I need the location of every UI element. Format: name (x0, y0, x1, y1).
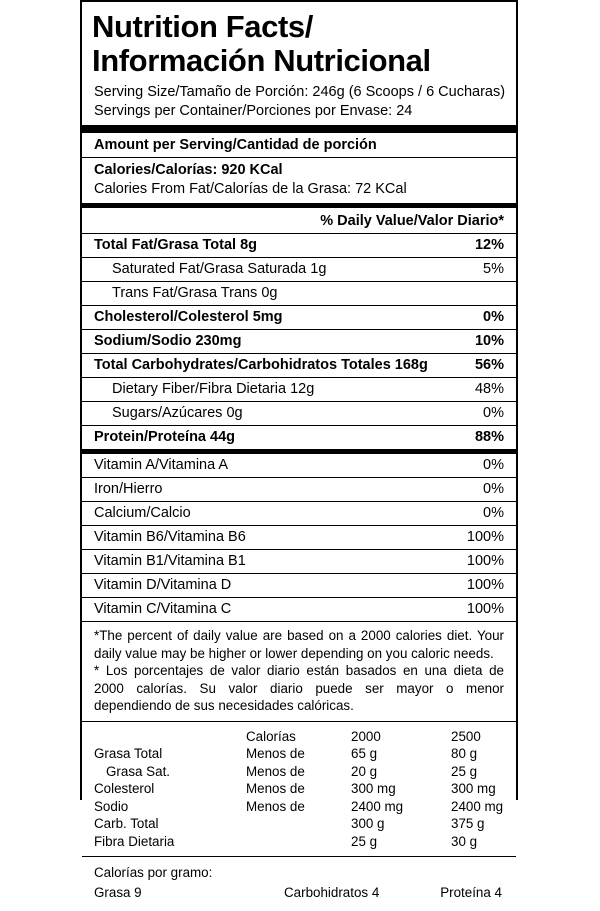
nutrient-row (82, 426, 516, 449)
nutrient-row (82, 234, 516, 257)
vitamin-daily-value: 100% (466, 601, 504, 617)
vitamin-daily-value: 0% (483, 505, 504, 521)
reference-table-row (94, 815, 504, 833)
reference-label: Fibra Dietaria (94, 833, 175, 849)
vitamin-row (82, 574, 516, 597)
nutrient-row (82, 330, 516, 353)
nutrient-daily-value: 12% (474, 237, 504, 253)
vitamin-daily-value: 0% (483, 457, 504, 473)
reference-label (94, 728, 246, 746)
reference-value-2000: 20 g (351, 763, 378, 779)
reference-value-2000: 300 g (351, 816, 385, 831)
reference-table-row (94, 798, 504, 816)
reference-table-row (94, 833, 504, 851)
vitamin-row (82, 478, 516, 501)
vitamin-name: Vitamin C/Vitamina C (94, 601, 232, 617)
footnote-english: *The percent of daily value are based on a 2000 calories diet. Your daily value may be higher or lower depending on you caloric needs. (94, 628, 504, 661)
label-header (82, 2, 516, 78)
vitamin-row (82, 598, 516, 621)
nutrient-daily-value: 5% (483, 261, 504, 277)
vitamin-row (82, 550, 516, 573)
nutrient-name: Sodium/Sodio 230mg (94, 333, 242, 349)
nutrition-facts-panel (80, 0, 518, 900)
vitamin-row (82, 502, 516, 525)
nutrient-name: Dietary Fiber/Fibra Dietaria 12g (112, 381, 315, 397)
vitamins-list (82, 454, 516, 621)
serving-size-text: Serving Size/Tamaño de Porción: 246g (6 Scoops / 6 Cucharas) (94, 84, 506, 100)
reference-qualifier (246, 815, 351, 833)
reference-value-2000: 65 g (351, 746, 378, 761)
nutrient-name: Total Carbohydrates/Carbohidratos Totales 168g (94, 357, 428, 373)
vitamin-name: Iron/Hierro (94, 481, 163, 497)
nutrient-daily-value: 0% (483, 405, 504, 421)
calories-per-gram-block (82, 857, 516, 911)
daily-value-header: % Daily Value/Valor Diario* (320, 213, 504, 229)
vitamin-name: Vitamin B1/Vitamina B1 (94, 553, 246, 569)
page-title-english: Nutrition Facts/ (92, 9, 313, 44)
reference-value-2000: 2400 mg (351, 798, 404, 814)
reference-table-row (94, 780, 504, 798)
nutrient-daily-value: 48% (474, 381, 504, 397)
nutrient-name: Protein/Proteína 44g (94, 429, 236, 445)
vitamin-daily-value: 100% (466, 577, 504, 593)
reference-qualifier: Menos de (246, 763, 305, 779)
reference-table-row (94, 745, 504, 763)
calories-per-gram-values-row (94, 883, 504, 903)
calories-per-gram-fat: Grasa 9 (94, 885, 142, 900)
reference-table-row (94, 763, 504, 781)
calories-per-gram-protein: Proteína 4 (440, 885, 502, 900)
reference-value-2500: 25 g (451, 763, 478, 779)
reference-table (94, 728, 504, 851)
nutrient-name: Saturated Fat/Grasa Saturada 1g (112, 261, 327, 277)
nutrient-daily-value: 88% (474, 429, 504, 445)
reference-value-2500: 80 g (451, 746, 478, 761)
vitamin-name: Vitamin D/Vitamina D (94, 577, 232, 593)
reference-value-2000: 300 mg (351, 781, 396, 796)
daily-values-reference-table (82, 722, 516, 857)
reference-label: Sodio (94, 798, 129, 814)
reference-value-2500: 2400 mg (451, 798, 504, 814)
reference-qualifier: Menos de (246, 798, 305, 814)
vitamin-name: Calcium/Calcio (94, 505, 191, 521)
calories-per-gram-heading: Calorías por gramo: (94, 865, 213, 880)
page-title-spanish: Información Nutricional (92, 43, 431, 78)
nutrient-row (82, 282, 516, 305)
calories-per-gram-carbs: Carbohidratos 4 (284, 885, 380, 900)
calories-block (82, 158, 516, 203)
vitamin-name: Vitamin A/Vitamina A (94, 457, 229, 473)
nutrient-daily-value: 56% (474, 357, 504, 373)
divider-thick-top (82, 125, 516, 133)
reference-table-row (94, 728, 504, 746)
nutrient-name: Sugars/Azúcares 0g (112, 405, 243, 421)
footnote-block (82, 622, 516, 721)
nutrient-row (82, 378, 516, 401)
reference-value-2500: 30 g (451, 833, 478, 849)
reference-label: Grasa Sat. (106, 763, 171, 779)
nutrient-daily-value: 0% (483, 309, 504, 325)
calories-from-fat-text: Calories From Fat/Calorías de la Grasa: 72 KCal (94, 181, 407, 197)
nutrient-row (82, 258, 516, 281)
nutrient-name: Trans Fat/Grasa Trans 0g (112, 285, 278, 301)
nutrient-name: Cholesterol/Colesterol 5mg (94, 309, 283, 325)
amount-per-serving-row: Amount per Serving/Cantidad de porción (94, 137, 377, 153)
reference-value-2500: 2500 (451, 728, 481, 744)
reference-label: Grasa Total (94, 746, 163, 761)
reference-label: Colesterol (94, 781, 155, 796)
vitamin-daily-value: 100% (466, 553, 504, 569)
reference-value-2500: 300 mg (451, 781, 496, 796)
reference-value-2000: 2000 (351, 728, 381, 744)
footnote-spanish: * Los porcentajes de valor diario están basados en una dieta de 2000 calorías. Su valor diario puede ser mayor o menor dependiendo de sus necesidades calóricas. (94, 663, 504, 713)
servings-per-container-text: Servings per Container/Porciones por Envase: 24 (94, 103, 413, 119)
calories-main-text: Calories/Calorías: 920 KCal (94, 162, 283, 178)
nutrient-row (82, 402, 516, 425)
nutrient-row (82, 306, 516, 329)
calories-per-gram-heading-row (94, 863, 504, 883)
vitamin-row (82, 454, 516, 477)
vitamin-row (82, 526, 516, 549)
nutrient-daily-value: 10% (474, 333, 504, 349)
vitamin-daily-value: 0% (483, 481, 504, 497)
vitamin-name: Vitamin B6/Vitamina B6 (94, 529, 246, 545)
vitamin-daily-value: 100% (466, 529, 504, 545)
reference-value-2000: 25 g (351, 833, 378, 849)
reference-qualifier: Calorías (246, 728, 296, 744)
reference-qualifier: Menos de (246, 746, 305, 761)
nutrient-name: Total Fat/Grasa Total 8g (94, 237, 258, 253)
serving-info (82, 78, 516, 125)
nutrient-row (82, 354, 516, 377)
reference-qualifier: Menos de (246, 781, 305, 796)
reference-label: Carb. Total (94, 816, 159, 831)
reference-qualifier (246, 833, 351, 851)
reference-value-2500: 375 g (451, 816, 485, 831)
nutrients-list (82, 234, 516, 449)
